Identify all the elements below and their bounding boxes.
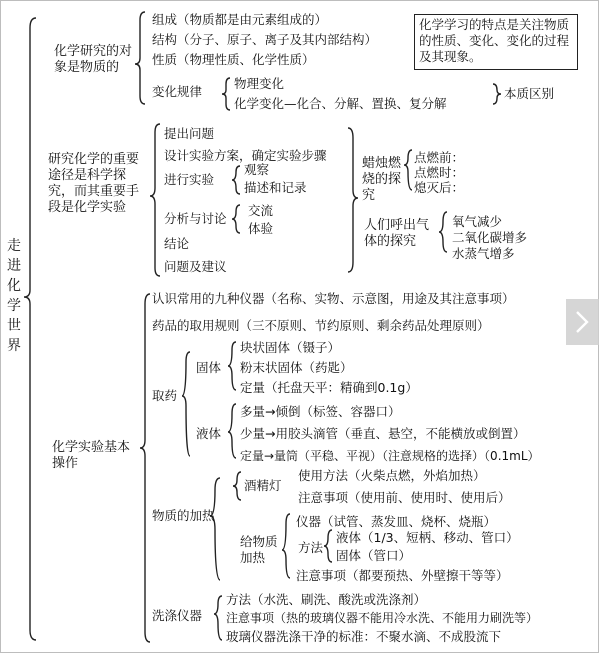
s1-item-structure: 结构（分子、原子、离子及其内部结构） — [152, 32, 378, 47]
lamp-caution: 注意事项（使用前、使用时、使用后） — [298, 490, 511, 505]
heating-label: 物质的加热 — [152, 508, 215, 523]
essential-difference: 本质区别 — [504, 86, 555, 101]
experiment-observe: 观察 — [244, 162, 270, 177]
s1-item-composition: 组成（物质都是由元素组成的） — [152, 12, 328, 27]
step-discuss: 分析与讨论 — [164, 211, 227, 226]
step-ask: 提出问题 — [164, 126, 215, 141]
breath-co2: 二氧化碳增多 — [452, 230, 528, 245]
section3-title: 化学实验基本操作 — [52, 440, 131, 471]
candle-during: 点燃时： — [414, 165, 465, 180]
section2-title: 研究化学的重要途径是科学探究，而其重要手段是化学实验 — [48, 152, 140, 215]
study-feature-box — [414, 14, 578, 70]
nine-instruments: 认识常用的九种仪器（名称、实物、示意图，用途及其注意事项） — [152, 291, 515, 306]
step-suggestion: 问题及建议 — [164, 259, 227, 274]
root-title: 走进化学世界 — [7, 238, 21, 354]
change-chemical: 化学变化—化合、分解、置换、复分解 — [234, 96, 447, 111]
step-design: 设计实验方案，确定实验步骤 — [164, 148, 327, 163]
candle-inquiry: 蜡烛燃烧的探究 — [362, 156, 402, 203]
wash-caution: 注意事项（热的玻璃仪器不能用冷水洗、不能用力刷洗等） — [226, 611, 539, 625]
change-physical: 物理变化 — [234, 76, 285, 91]
candle-before: 点燃前： — [414, 150, 465, 165]
method-liquid: 液体（1/3、短柄、移动、管口） — [336, 530, 519, 545]
solid-label: 固体 — [196, 360, 222, 375]
liquid-small: 少量→用胶头滴管（垂直、悬空，不能横放或倒置） — [240, 426, 526, 441]
s1-item-property: 性质（物理性质、化学性质） — [152, 52, 315, 67]
heat-substance: 给物质加热 — [240, 534, 278, 565]
section1-title: 化学研究的对象是物质的 — [54, 44, 133, 75]
experiment-record: 描述和记录 — [244, 180, 307, 195]
discuss-experience: 体验 — [248, 221, 274, 236]
chevron-right-icon — [573, 310, 591, 334]
candle-after: 熄灭后： — [414, 180, 465, 195]
wash-standard: 玻璃仪器洗涤干净的标准：不聚水滴、不成股流下 — [226, 629, 502, 644]
liquid-quantitative: 定量→量筒（平稳、平视）（注意规格的选择）（0.1mL） — [240, 449, 540, 463]
take-drugs: 取药 — [152, 388, 178, 403]
discuss-exchange: 交流 — [248, 203, 274, 218]
wash-method: 方法（水洗、刷洗、酸洗或洗涤剂） — [226, 592, 427, 607]
step-experiment: 进行实验 — [164, 172, 215, 187]
method-solid: 固体（管口） — [336, 548, 412, 563]
heat-apparatus: 仪器（试管、蒸发皿、烧杯、烧瓶） — [296, 514, 497, 529]
breath-water: 水蒸气增多 — [452, 246, 515, 261]
breath-inquiry: 人们呼出气体的探究 — [364, 218, 430, 249]
solid-quantitative: 定量（托盘天平：精确到0.1g） — [240, 380, 418, 395]
lamp-usage: 使用方法（火柴点燃，外焰加热） — [298, 468, 486, 483]
heat-method: 方法 — [298, 540, 324, 555]
liquid-large: 多量→倾倒（标签、容器口） — [240, 404, 401, 419]
alcohol-lamp: 酒精灯 — [244, 478, 282, 493]
step-conclusion: 结论 — [164, 236, 190, 251]
washing-label: 洗涤仪器 — [152, 608, 203, 623]
solid-block: 块状固体（镊子） — [240, 340, 341, 355]
change-law-label: 变化规律 — [152, 84, 203, 99]
study-feature-text: 化学学习的特点是关注物质的性质、变化、变化的过程及其现象。 — [419, 17, 570, 64]
heat-caution: 注意事项（都要预热、外壁擦干等等） — [296, 568, 509, 583]
drug-rules: 药品的取用规则（三不原则、节约原则、剩余药品处理原则） — [152, 318, 490, 333]
solid-powder: 粉末状固体（药匙） — [240, 360, 353, 375]
liquid-label: 液体 — [196, 426, 222, 441]
breath-oxygen: 氧气减少 — [452, 214, 503, 229]
next-image-button[interactable] — [566, 299, 599, 345]
